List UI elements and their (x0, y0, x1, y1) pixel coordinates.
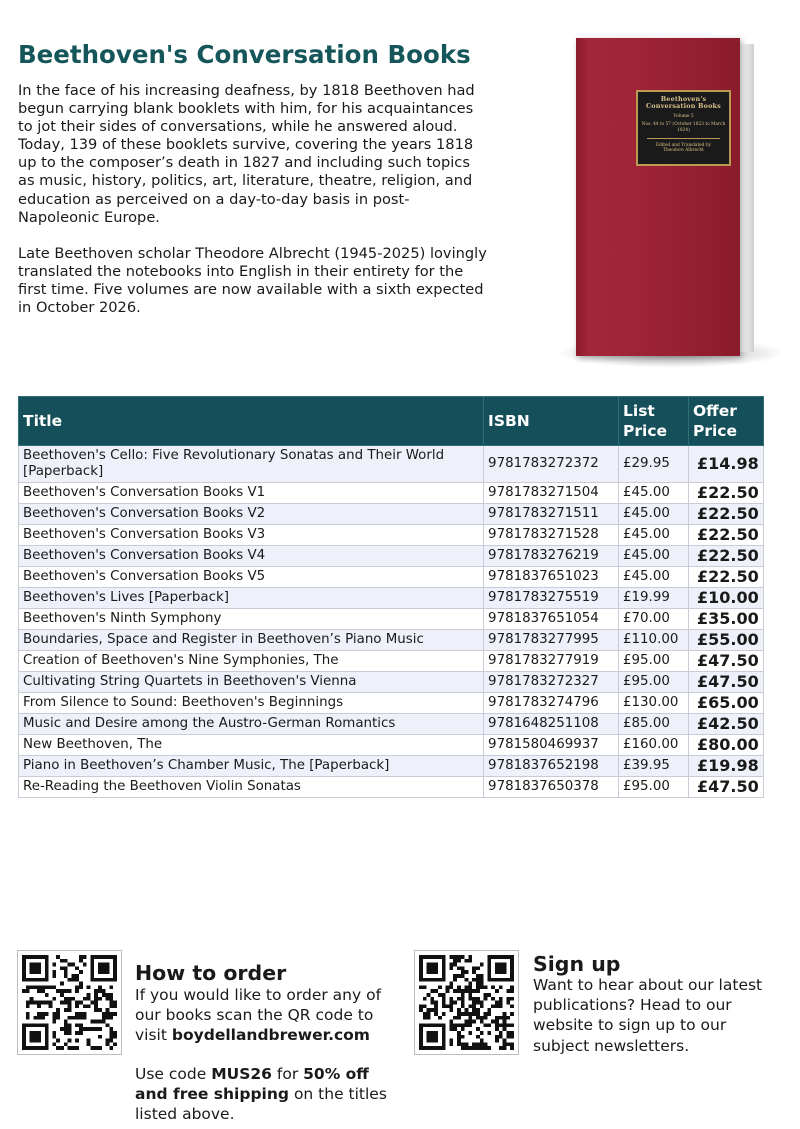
cell-title: Boundaries, Space and Register in Beethoven’s Piano Music (19, 630, 484, 651)
page-title: Beethoven's Conversation Books (18, 40, 471, 69)
table-row (19, 651, 764, 672)
cell-offer-price: £35.00 (688, 609, 763, 630)
cell-offer-price: £22.50 (688, 567, 763, 588)
cell-list-price: £110.00 (619, 630, 689, 651)
table-row (19, 693, 764, 714)
signup-heading: Sign up (533, 952, 621, 976)
cell-list-price: £95.00 (619, 672, 689, 693)
cell-list-price: £160.00 (619, 735, 689, 756)
cell-title: Beethoven's Conversation Books V3 (19, 525, 484, 546)
table-body (19, 446, 764, 798)
cell-list-price: £39.95 (619, 756, 689, 777)
book-label-edited: Edited and Translated by (655, 142, 712, 148)
book-label (636, 90, 731, 166)
cell-title: Beethoven's Conversation Books V1 (19, 483, 484, 504)
cell-title: Beethoven's Lives [Paperback] (19, 588, 484, 609)
intro-paragraph-2: Late Beethoven scholar Theodore Albrecht (1945-2025) lovingly translated the notebooks into English in their entirety for the first time. Five volumes are now available with a sixth expected in October 2026. (18, 244, 487, 317)
cell-title: From Silence to Sound: Beethoven's Beginnings (19, 693, 484, 714)
cell-offer-price: £22.50 (688, 504, 763, 525)
cell-title: Cultivating String Quartets in Beethoven's Vienna (19, 672, 484, 693)
cell-list-price: £45.00 (619, 483, 689, 504)
table-row (19, 504, 764, 525)
cell-offer-price: £42.50 (688, 714, 763, 735)
cell-offer-price: £22.50 (688, 525, 763, 546)
cell-list-price: £29.95 (619, 446, 689, 483)
table-row (19, 777, 764, 798)
column-header-title: Title (19, 397, 484, 446)
book-cover (576, 38, 740, 356)
order-instructions (135, 985, 397, 1046)
column-header-offer-price: Offer Price (688, 397, 763, 446)
book-cover-image (548, 38, 788, 358)
table-row (19, 446, 764, 483)
cell-isbn: 9781837651054 (484, 609, 619, 630)
cell-title: Creation of Beethoven's Nine Symphonies, The (19, 651, 484, 672)
cell-offer-price: £14.98 (688, 446, 763, 483)
order-website-link[interactable]: boydellandbrewer.com (171, 1026, 370, 1045)
cell-isbn: 9781783277919 (484, 651, 619, 672)
cell-isbn: 9781837651023 (484, 567, 619, 588)
cell-title: Music and Desire among the Austro-German Romantics (19, 714, 484, 735)
table-row (19, 609, 764, 630)
book-label-editor: Theodore Albrecht (663, 148, 704, 153)
cell-isbn: 9781783271504 (484, 483, 619, 504)
code-mid: for (271, 1065, 304, 1083)
cell-isbn: 9781783275519 (484, 588, 619, 609)
cell-list-price: £19.99 (619, 588, 689, 609)
discount-code: MUS26 (211, 1065, 272, 1083)
cell-list-price: £85.00 (619, 714, 689, 735)
cell-isbn: 9781783272372 (484, 446, 619, 483)
cell-isbn: 9781837650378 (484, 777, 619, 798)
cell-list-price: £45.00 (619, 546, 689, 567)
code-suffix: on the titles listed above. (135, 1085, 387, 1124)
signup-text: Want to hear about our latest publications? Head to our website to sign up to our subject newsletters. (533, 976, 763, 1055)
table-row (19, 588, 764, 609)
order-text: If you would like to order any of our books scan the QR code to visit (135, 986, 382, 1045)
cell-list-price: £45.00 (619, 525, 689, 546)
cell-offer-price: £47.50 (688, 672, 763, 693)
cell-offer-price: £22.50 (688, 483, 763, 504)
table-row (19, 735, 764, 756)
cell-isbn: 9781783271511 (484, 504, 619, 525)
cell-title: Beethoven's Ninth Symphony (19, 609, 484, 630)
column-header-isbn: ISBN (484, 397, 619, 446)
cell-isbn: 9781783271528 (484, 525, 619, 546)
book-price-table (18, 396, 764, 798)
cell-list-price: £45.00 (619, 504, 689, 525)
intro-paragraph-1: In the face of his increasing deafness, by 1818 Beethoven had begun carrying blank booklets with him, for his acquaintances to jot their sides of conversations, while he answered aloud. Today, 139 of these booklets survive, covering the years 1818 up to the composer’s death in 1827 and including such topics as music, history, politics, art, literature, theatre, religion, and education as perceived on a day-to-day basis in post-Napoleonic Europe. (18, 82, 475, 226)
cell-offer-price: £22.50 (688, 546, 763, 567)
cell-list-price: £45.00 (619, 567, 689, 588)
table-row (19, 567, 764, 588)
cell-title: Beethoven's Cello: Five Revolutionary Sonatas and Their World [Paperback] (19, 446, 484, 483)
cell-title: New Beethoven, The (19, 735, 484, 756)
cell-title: Beethoven's Conversation Books V2 (19, 504, 484, 525)
cell-title: Re-Reading the Beethoven Violin Sonatas (19, 777, 484, 798)
table-row (19, 672, 764, 693)
cell-isbn: 9781783276219 (484, 546, 619, 567)
cell-title: Beethoven's Conversation Books V4 (19, 546, 484, 567)
cell-list-price: £130.00 (619, 693, 689, 714)
qr-code-icon (22, 955, 117, 1050)
cell-offer-price: £65.00 (688, 693, 763, 714)
table-row (19, 714, 764, 735)
discount-amount: 50% off and free shipping (135, 1065, 369, 1104)
cell-isbn: 9781783277995 (484, 630, 619, 651)
order-heading: How to order (135, 961, 287, 985)
cell-list-price: £95.00 (619, 777, 689, 798)
table-row (19, 546, 764, 567)
signup-qr-code[interactable] (414, 950, 519, 1055)
table-row (19, 525, 764, 546)
cell-offer-price: £80.00 (688, 735, 763, 756)
table-row (19, 483, 764, 504)
cell-offer-price: £19.98 (688, 756, 763, 777)
qr-code-icon (419, 955, 514, 1050)
book-label-volume: Volume 5 (673, 113, 694, 119)
cell-list-price: £70.00 (619, 609, 689, 630)
cell-list-price: £95.00 (619, 651, 689, 672)
cell-isbn: 9781837652198 (484, 756, 619, 777)
table-row (19, 630, 764, 651)
table-header-row (19, 397, 764, 446)
column-header-list-price: List Price (619, 397, 689, 446)
book-label-rule (647, 138, 720, 139)
cell-isbn: 9781783272327 (484, 672, 619, 693)
book-label-range: Nos. 44 to 57 (October 1823 to March 1824) (641, 122, 726, 133)
cell-offer-price: £47.50 (688, 651, 763, 672)
cell-offer-price: £10.00 (688, 588, 763, 609)
cell-title: Beethoven's Conversation Books V5 (19, 567, 484, 588)
discount-code-text (135, 1064, 397, 1125)
cell-isbn: 9781648251108 (484, 714, 619, 735)
code-prefix: Use code (135, 1065, 212, 1083)
book-label-title: Beethoven's Conversation Books (646, 95, 721, 111)
intro-text (18, 82, 488, 317)
cell-offer-price: £47.50 (688, 777, 763, 798)
cell-offer-price: £55.00 (688, 630, 763, 651)
table-row (19, 756, 764, 777)
cell-isbn: 9781580469937 (484, 735, 619, 756)
cell-isbn: 9781783274796 (484, 693, 619, 714)
order-qr-code[interactable] (17, 950, 122, 1055)
cell-title: Piano in Beethoven’s Chamber Music, The [Paperback] (19, 756, 484, 777)
